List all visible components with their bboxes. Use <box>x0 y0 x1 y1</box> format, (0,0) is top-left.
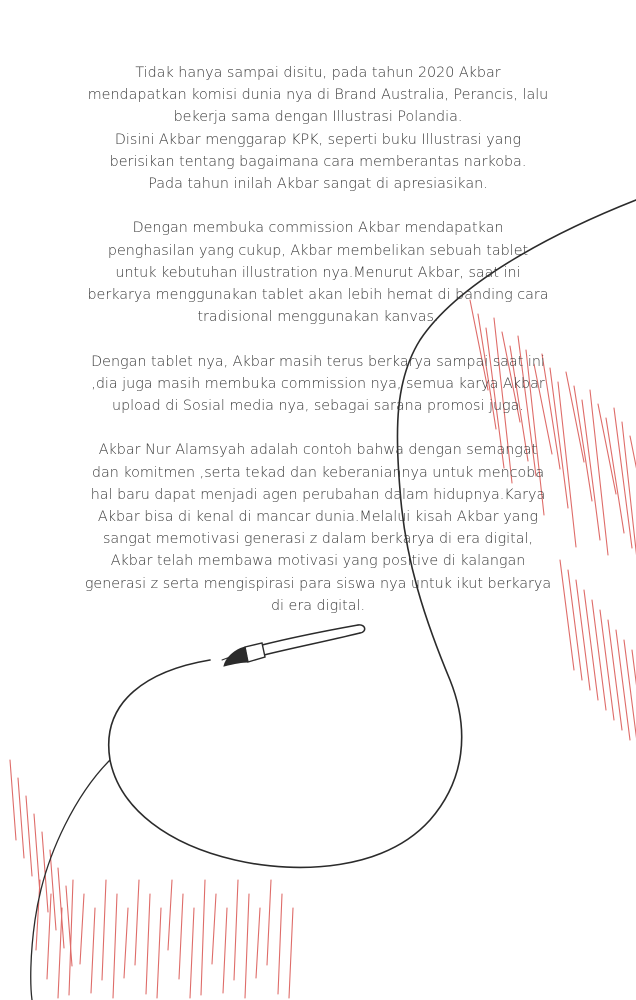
hatch-stroke <box>124 908 128 978</box>
hatch-stroke <box>50 850 56 930</box>
hatch-stroke <box>80 894 84 964</box>
hatch-stroke <box>135 880 139 965</box>
text-line: upload di Sosial media nya, sebagai sarana promosi juga. <box>112 398 524 415</box>
hatch-stroke <box>212 894 216 964</box>
hatch-stroke <box>223 908 227 993</box>
hatch-stroke <box>146 894 150 994</box>
hatch-stroke <box>168 880 172 950</box>
text-line: untuk kebutuhan illustration nya.Menurut Akbar, saat ini <box>115 264 521 281</box>
paragraph-3 <box>0 351 636 418</box>
text-line: Akbar telah membawa motivasi yang positive di kalangan <box>110 553 526 570</box>
text-line: berisikan tentang bagaimana cara memberantas narkoba. <box>109 153 527 170</box>
hatch-stroke <box>278 894 282 994</box>
hatch-stroke <box>91 908 95 993</box>
hatch-stroke <box>179 894 183 979</box>
text-line: generasi z serta mengispirasi para siswa nya untuk ikut berkarya <box>84 575 552 592</box>
hatch-stroke <box>18 778 24 858</box>
text-line: Dengan tablet nya, Akbar masih terus berkarya sampai saat ini <box>91 353 545 370</box>
hatch-stroke <box>624 640 636 750</box>
hatch-stroke <box>289 908 293 998</box>
text-line: Tidak hanya sampai disitu, pada tahun 2020 Akbar <box>135 65 501 81</box>
text-line: tradisional menggunakan kanvas. <box>197 309 439 326</box>
hatch-stroke <box>113 894 117 998</box>
hatch-stroke <box>190 908 194 998</box>
paragraph-1 <box>0 62 636 195</box>
text-line: berkarya menggunakan tablet akan lebih hemat di banding cara <box>87 287 549 304</box>
hatch-stroke <box>26 796 32 876</box>
hatch-stroke <box>256 908 260 978</box>
text-line: Akbar bisa di kenal di mancar dunia.Melalui kisah Akbar yang <box>97 509 539 526</box>
hatch-stroke <box>234 880 238 980</box>
text-line: sangat memotivasi generasi z dalam berkarya di era digital, <box>102 531 534 548</box>
hatch-stroke <box>267 880 271 965</box>
body-text <box>0 62 636 639</box>
text-line: bekerja sama dengan Illustrasi Polandia. <box>173 109 463 126</box>
hatch-stroke <box>10 760 16 840</box>
hatch-stroke <box>102 880 106 980</box>
hatch-stroke <box>245 894 249 998</box>
hatch-stroke <box>34 814 40 894</box>
text-line: Disini Akbar menggarap KPK, seperti buku Illustrasi yang <box>114 131 522 148</box>
text-line: dan komitmen ,serta tekad dan keberaniannya untuk mencoba <box>91 464 545 481</box>
text-line: hal baru dapat menjadi agen perubahan dalam hidupnya.Karya <box>90 486 546 503</box>
text-line: Akbar Nur Alamsyah adalah contoh bahwa dengan semangat <box>98 442 538 459</box>
hatch-stroke <box>157 908 161 998</box>
paragraph-4 <box>0 439 636 617</box>
text-line: mendapatkan komisi dunia nya di Brand Australia, Perancis, lalu <box>87 87 549 104</box>
paragraph-2 <box>0 217 636 328</box>
text-line: Pada tahun inilah Akbar sangat di apresiasikan. <box>148 176 488 193</box>
text-line: Dengan membuka commission Akbar mendapatkan <box>132 220 504 237</box>
hatch-stroke <box>616 630 630 740</box>
text-line: penghasilan yang cukup, Akbar membelikan sebuah tablet <box>107 242 529 259</box>
text-line: ,dia juga masih membuka commission nya, semua karya Akbar <box>91 375 545 392</box>
hatch-stroke <box>201 880 205 995</box>
hatch-stroke <box>58 908 62 998</box>
text-line: di era digital. <box>270 597 366 614</box>
hatch-stroke <box>42 832 48 912</box>
